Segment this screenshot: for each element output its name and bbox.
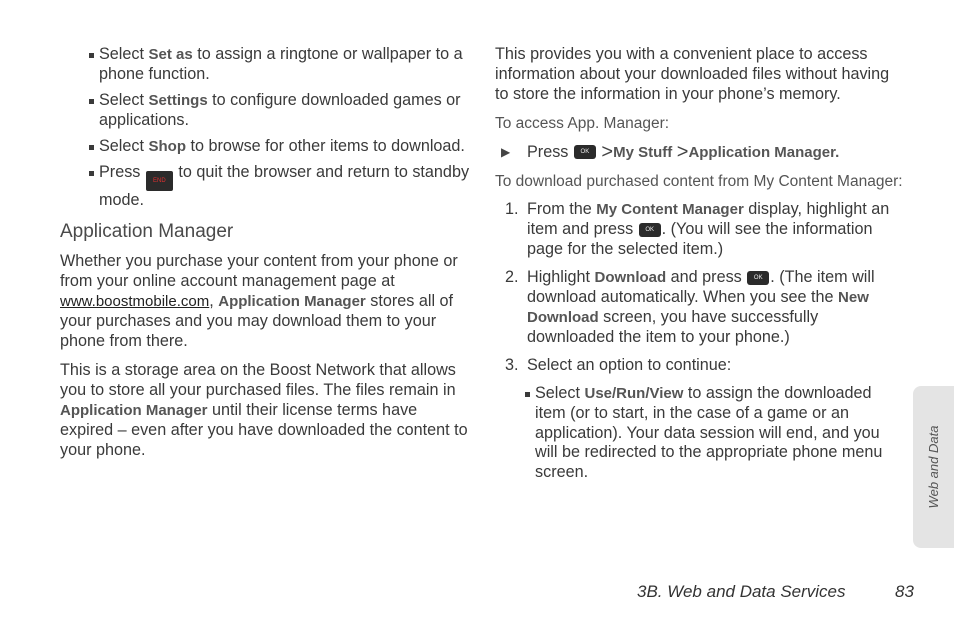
bullet-text: Select [99,45,149,63]
bullet-square-icon [89,145,94,150]
paragraph [60,252,470,352]
paragraph-text: This is a storage area on the Boost Network that allows you to store all your purchased files. The files remain in [60,360,456,399]
paragraph [60,361,470,461]
bullet-text: Select [535,383,585,402]
section-side-tab [913,386,954,548]
step-number: 3. [505,355,519,374]
end-key-icon: END [146,171,173,191]
boostmobile-link[interactable]: www.boostmobile.com [60,293,210,311]
paragraph-text: stores all of your purchases and you may download them to your phone from there. [60,292,454,351]
section-heading: Application Manager [60,221,234,243]
step-bold: New Download [527,289,869,326]
bullet-square-icon [89,53,94,58]
ok-key-icon: OK [574,145,596,159]
ok-key-icon: OK [639,223,661,237]
intro-paragraph: This provides you with a convenient place to access information about your downloaded files without having to store the information in your phone’s memory. [495,45,890,103]
bullet-item [60,163,470,211]
step-bold: My Content Manager [596,201,744,219]
step-number: 1. [505,200,519,219]
bullet-bold: Shop [148,137,186,155]
bullet-item [60,45,470,85]
bullet-item [60,91,470,131]
side-tab-label: Web and Data [925,425,941,509]
step-text: . (You will see the information page for the selected item.) [527,220,873,259]
step-bold: Download [594,269,667,287]
bullet-item [60,137,470,157]
numbered-step [495,200,905,260]
paragraph-text: Whether you purchase your content from your phone or from your online account management page at [60,252,458,291]
bullet-bold: Settings [148,91,208,109]
bullet-square-icon [525,392,530,397]
paragraph-bold: Application Manager [60,401,208,419]
menu-path-my-stuff: My Stuff [613,143,673,161]
page-number: 83 [895,582,914,601]
access-step [495,140,905,163]
separator: > [601,140,614,163]
step-number: 2. [505,268,519,287]
menu-path-application-manager: Application Manager. [688,143,840,161]
paragraph-text: , [209,292,219,311]
bullet-text: to browse for other items to download. [186,136,465,155]
step-text: . (The item will download automatically. When you see the [527,268,875,307]
right-column [495,45,905,489]
step-text: Press [527,142,569,161]
step-text: Highlight [527,268,595,287]
access-label: To access App. Manager: [495,114,670,132]
bullet-bold: Use/Run/View [584,384,684,402]
step-text: Select an option to continue: [527,355,732,374]
bullet-text: to assign a ringtone or wallpaper to a phone function. [99,45,463,83]
bullet-text: to assign the downloaded item (or to start, in the case of a game or an application). Your data session will end, and you will be redirected to the appropriate phone menu screen. [535,383,883,482]
step-text: and press [666,268,747,287]
download-label: To download purchased content from My Content Manager: [495,172,903,190]
separator: > [676,140,689,163]
paragraph-bold: Application Manager [218,293,366,311]
ok-key-icon: OK [747,271,769,285]
numbered-step [495,268,905,348]
bullet-text: Press [99,162,145,181]
bullet-bold: Set as [148,46,193,63]
step-text: screen, you have successfully downloaded the item to your phone.) [527,307,819,346]
paragraph-text: until their license terms have expired – even after you have downloaded the content to your phone. [60,400,468,459]
step-text: From the [527,200,597,219]
bullet-square-icon [89,99,94,104]
sub-bullet-item [495,384,905,484]
bullet-text: to configure downloaded games or applications. [99,90,461,129]
step-text: display, highlight an item and press [527,200,890,239]
numbered-step [495,356,905,376]
left-column [60,45,470,470]
triangle-arrow-icon: ▶ [501,144,511,159]
bullet-text: Select [99,136,149,155]
footer-section-title: 3B. Web and Data Services [637,582,846,601]
bullet-square-icon [89,171,94,176]
bullet-text: to quit the browser and return to standby mode. [99,162,470,209]
bullet-text: Select [99,90,149,109]
